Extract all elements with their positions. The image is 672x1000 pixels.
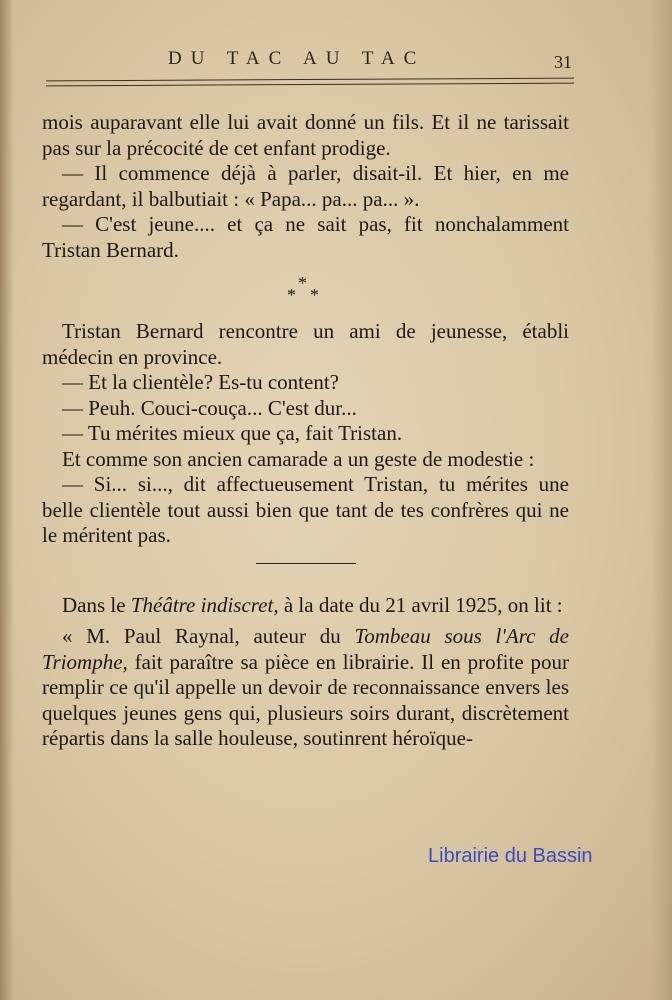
page-right-shadow bbox=[650, 0, 672, 1000]
text-run: à la date du 21 avril 1925, on lit : bbox=[278, 592, 563, 617]
text-run: fait paraître sa pièce en librairie. Il en profite pour remplir ce qu'il appelle un devoir de reconnaissance envers les quelques jeunes gens qui, plusieurs soirs durant, discrètement répartis dans la salle houleuse, soutinrent héroïque- bbox=[42, 649, 569, 750]
asterism bbox=[42, 263, 569, 319]
watermark: Librairie du Bassin bbox=[428, 845, 593, 867]
paragraph: mois auparavant elle lui avait donné un fils. Et il ne tarissait pas sur la précocité de cet enfant prodige. bbox=[42, 110, 569, 160]
paragraph: — Il commence déjà à parler, disait-il. Et hier, en me regardant, il balbutiait : « Papa... pa... pa... ». bbox=[42, 161, 569, 211]
running-title: DU TAC AU TAC bbox=[168, 48, 426, 69]
header-rule bbox=[46, 78, 574, 87]
paragraph: — Peuh. Couci-couça... C'est dur... bbox=[62, 395, 357, 420]
paragraph: — Si... si..., dit affectueusement Tristan, tu mérites une belle clientèle tout aussi bien que tant de tes confrères qui ne le méritent pas. bbox=[42, 472, 569, 547]
text-run: Dans le bbox=[62, 592, 131, 617]
page-header bbox=[44, 48, 590, 78]
paragraph bbox=[42, 593, 569, 619]
asterism-star-left: * bbox=[287, 285, 296, 305]
asterism-star-top: * bbox=[298, 273, 307, 293]
paragraph: Tristan Bernard rencontre un ami de jeunesse, établi médecin en province. bbox=[42, 319, 569, 369]
page-left-shadow bbox=[0, 0, 14, 1000]
page-number: 31 bbox=[554, 52, 572, 72]
italic-title: Théâtre indiscret, bbox=[130, 592, 279, 617]
paragraph: — Tu mérites mieux que ça, fait Tristan. bbox=[62, 421, 403, 445]
paragraph: Et comme son ancien camarade a un geste de modestie : bbox=[62, 446, 535, 471]
body-text bbox=[42, 110, 569, 752]
text-run: « M. Paul Raynal, auteur du bbox=[62, 624, 355, 648]
paragraph: — C'est jeune.... et ça ne sait pas, fit nonchalamment Tristan Bernard. bbox=[42, 212, 569, 262]
paragraph: — Et la clientèle? Es-tu content? bbox=[62, 370, 339, 394]
paragraph bbox=[42, 624, 569, 752]
asterism-star-right: * bbox=[310, 285, 319, 305]
section-divider bbox=[256, 563, 356, 564]
italic-title: Tombeau sous l'Arc de Triomphe, bbox=[42, 624, 569, 674]
